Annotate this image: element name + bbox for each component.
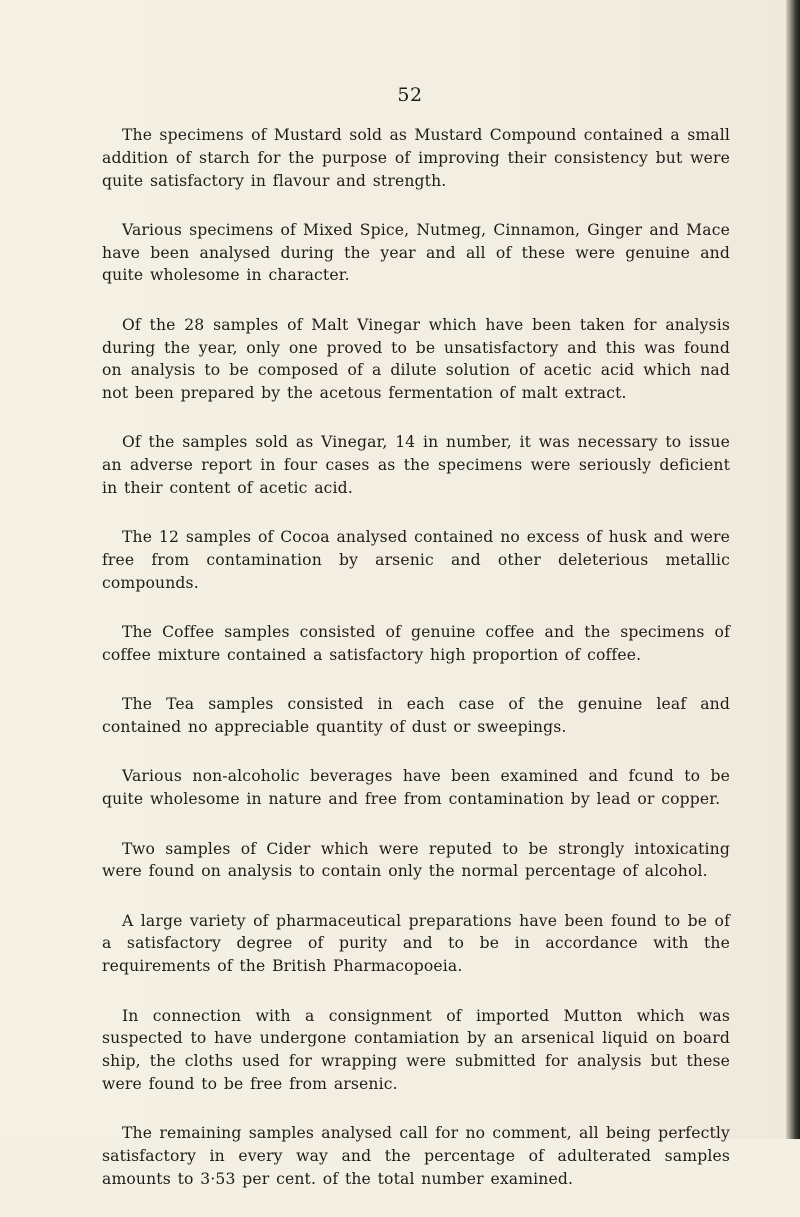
paragraph-mutton: In connection with a consignment of imported Mutton which was suspected to have undergone contamiation by an arsenical liquid on board ship, the cloths used for wrapping were submitted for analysis but these were found to be free from arsenic. bbox=[102, 1006, 730, 1093]
paragraph-malt-vinegar: Of the 28 samples of Malt Vinegar which have been taken for analysis during the year, only one proved to be unsatisfactory and this was found on analysis to be composed of a dilute solution of acetic acid which nad not been prepared by the acetous fermentation of malt extract. bbox=[102, 315, 730, 403]
paragraph-cocoa: The 12 samples of Cocoa analysed contained no excess of husk and were free from contamination by arsenic and other deleterious metallic compounds. bbox=[102, 528, 730, 592]
paragraph-remaining-samples: The remaining samples analysed call for no comment, all being perfectly satisfactory in every way and the percentage of adulterated samples amounts to 3·53 per cent. of the total number examined. bbox=[102, 1124, 730, 1188]
page-edge-shadow bbox=[786, 0, 800, 1139]
paragraph-mixed-spice: Various specimens of Mixed Spice, Nutmeg, Cinnamon, Ginger and Mace have been analysed during the year and all of these were genuine and quite wholesome in character. bbox=[102, 220, 730, 285]
paragraph-coffee: The Coffee samples consisted of genuine coffee and the specimens of coffee mixture contained a satisfactory high proportion of coffee. bbox=[102, 623, 730, 665]
paragraph-vinegar: Of the samples sold as Vinegar, 14 in number, it was necessary to issue an adverse report in four cases as the specimens were seriously deficient in their content of acetic acid. bbox=[102, 433, 730, 498]
paragraph-tea: The Tea samples consisted in each case of the genuine leaf and contained no appreciable quantity of dust or sweepings. bbox=[102, 695, 730, 737]
page-number: 52 bbox=[397, 84, 423, 106]
paragraph-cider: Two samples of Cider which were reputed to be strongly intoxicating were found on analysis to contain only the normal percentage of alcohol. bbox=[102, 839, 730, 881]
paragraph-mustard: The specimens of Mustard sold as Mustard Compound contained a small addition of starch for the purpose of improving their consistency but were quite satisfactory in flavour and strength. bbox=[102, 126, 730, 190]
paragraph-beverages: Various non-alcoholic beverages have been examined and fcund to be quite wholesome in nature and free from contamination by lead or copper. bbox=[102, 767, 730, 809]
paragraph-pharmaceutical: A large variety of pharmaceutical preparations have been found to be of a satisfactory degree of purity and to be in accordance with the requirements of the British Pharmacopoeia. bbox=[102, 911, 730, 976]
body-text bbox=[102, 124, 730, 1217]
